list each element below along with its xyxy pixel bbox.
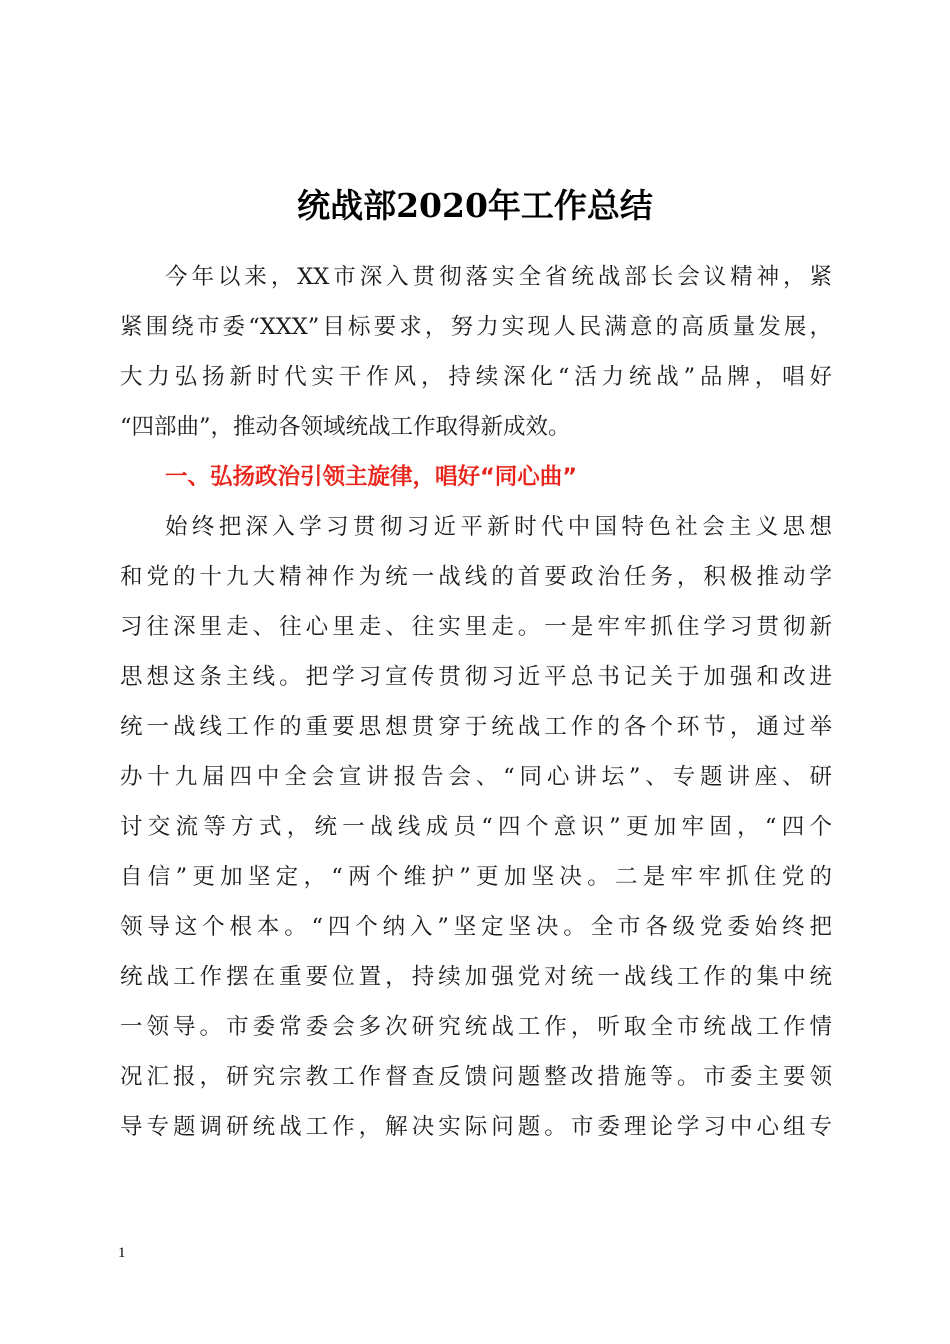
paragraph-line: 始终把深入学习贯彻习近平新时代中国特色社会主义思想 bbox=[165, 514, 832, 540]
paragraph-line: 统一战线工作的重要思想贯穿于统战工作的各个环节，通过举 bbox=[120, 714, 832, 740]
paragraph-line: 领导这个根本。“四个纳入”坚定坚决。全市各级党委始终把 bbox=[120, 914, 832, 940]
paragraph-line: 今年以来，XX市深入贯彻落实全省统战部长会议精神，紧 bbox=[165, 264, 832, 290]
paragraph-line: 统战工作摆在重要位置，持续加强党对统一战线工作的集中统 bbox=[120, 964, 832, 990]
paragraph-line: 和党的十九大精神作为统一战线的首要政治任务，积极推动学 bbox=[120, 564, 832, 590]
paragraph-line: 习往深里走、往心里走、往实里走。一是牢牢抓住学习贯彻新 bbox=[120, 614, 832, 640]
section-paragraph bbox=[120, 502, 832, 1152]
paragraph-line: “四部曲”，推动各领域统战工作取得新成效。 bbox=[120, 414, 571, 440]
section-heading: 一、弘扬政治引领主旋律，唱好“同心曲” bbox=[165, 464, 578, 490]
paragraph-line: 导专题调研统战工作，解决实际问题。市委理论学习中心组专 bbox=[120, 1114, 832, 1140]
paragraph-line: 大力弘扬新时代实干作风，持续深化“活力统战”品牌，唱好 bbox=[120, 364, 832, 390]
paragraph-line: 一领导。市委常委会多次研究统战工作，听取全市统战工作情 bbox=[120, 1014, 832, 1040]
paragraph-line: 况汇报，研究宗教工作督查反馈问题整改措施等。市委主要领 bbox=[120, 1064, 832, 1090]
paragraph-line: 讨交流等方式，统一战线成员“四个意识”更加牢固，“四个 bbox=[120, 814, 832, 840]
paragraph-line: 办十九届四中全会宣讲报告会、“同心讲坛”、专题讲座、研 bbox=[120, 764, 832, 790]
page-number: 1 bbox=[118, 1245, 126, 1261]
paragraph-line: 紧围绕市委“XXX”目标要求，努力实现人民满意的高质量发展， bbox=[120, 314, 832, 340]
paragraph-line: 思想这条主线。把学习宣传贯彻习近平总书记关于加强和改进 bbox=[120, 664, 832, 690]
intro-paragraph bbox=[120, 252, 832, 452]
paragraph-line: 自信”更加坚定，“两个维护”更加坚决。二是牢牢抓住党的 bbox=[120, 864, 832, 890]
document-title: 统战部2020年工作总结 bbox=[297, 186, 653, 225]
